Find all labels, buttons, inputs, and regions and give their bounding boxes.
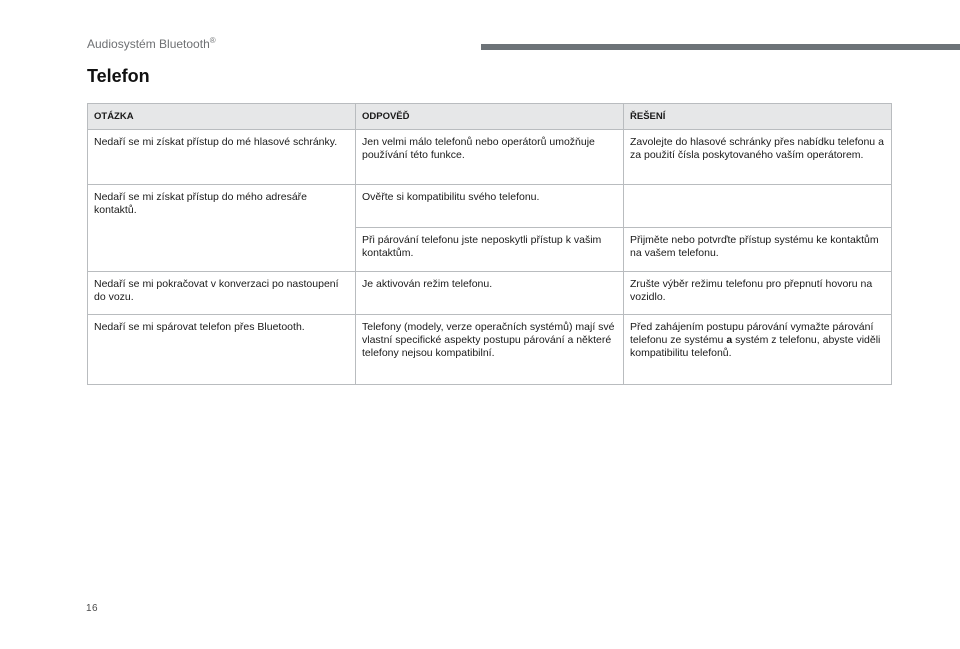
header-title [87,36,216,51]
solution-text-bold: a [726,333,733,346]
table-row [88,271,892,314]
solution-cell [624,314,892,384]
answer-cell: Je aktivován režim telefonu. [356,271,624,314]
solution-cell [624,185,892,228]
solution-cell: Přijměte nebo potvrďte přístup systému ke kontaktům na vašem telefonu. [624,227,892,271]
table-row [88,314,892,384]
faq-table [87,103,892,385]
header-bar [481,44,960,50]
solution-text-start: Před zahájením postupu párování vymažte párování telefonu ze systému [630,320,874,346]
registered-mark: ® [209,36,216,45]
solution-cell: Zavolejte do hlasové schránky přes nabídku telefonu a za použití čísla poskytovaného vaším operátorem. [624,130,892,185]
column-header-answer: ODPOVĚĎ [356,104,624,130]
solution-text-end: systém z telefonu, abyste viděli kompatibilitu telefonů. [630,333,881,359]
table-row [88,227,892,271]
question-cell: Nedaří se mi pokračovat v konverzaci po nastoupení do vozu. [88,271,356,314]
table-row [88,130,892,185]
page-title: Telefon [87,66,150,86]
page-number: 16 [86,603,99,614]
question-cell: Nedaří se mi spárovat telefon přes Bluetooth. [88,314,356,384]
answer-cell: Ověřte si kompatibilitu svého telefonu. [356,185,624,228]
column-header-question: OTÁZKA [88,104,356,130]
table-row [88,185,892,228]
question-cell: Nedaří se mi získat přístup do mého adresáře kontaktů. [88,185,356,228]
answer-cell: Telefony (modely, verze operačních systémů) mají své vlastní specifické aspekty postupu párování a některé telefony nejsou kompatibilní. [356,314,624,384]
answer-cell: Při párování telefonu jste neposkytli přístup k vašim kontaktům. [356,227,624,271]
answer-cell: Jen velmi málo telefonů nebo operátorů umožňuje používání této funkce. [356,130,624,185]
table-header-row [88,104,892,130]
header-title-text: Audiosystém Bluetooth [87,37,210,51]
solution-cell: Zrušte výběr režimu telefonu pro přepnutí hovoru na vozidlo. [624,271,892,314]
question-cell [88,227,356,271]
question-cell: Nedaří se mi získat přístup do mé hlasové schránky. [88,130,356,185]
column-header-solution: ŘEŠENÍ [624,104,892,130]
